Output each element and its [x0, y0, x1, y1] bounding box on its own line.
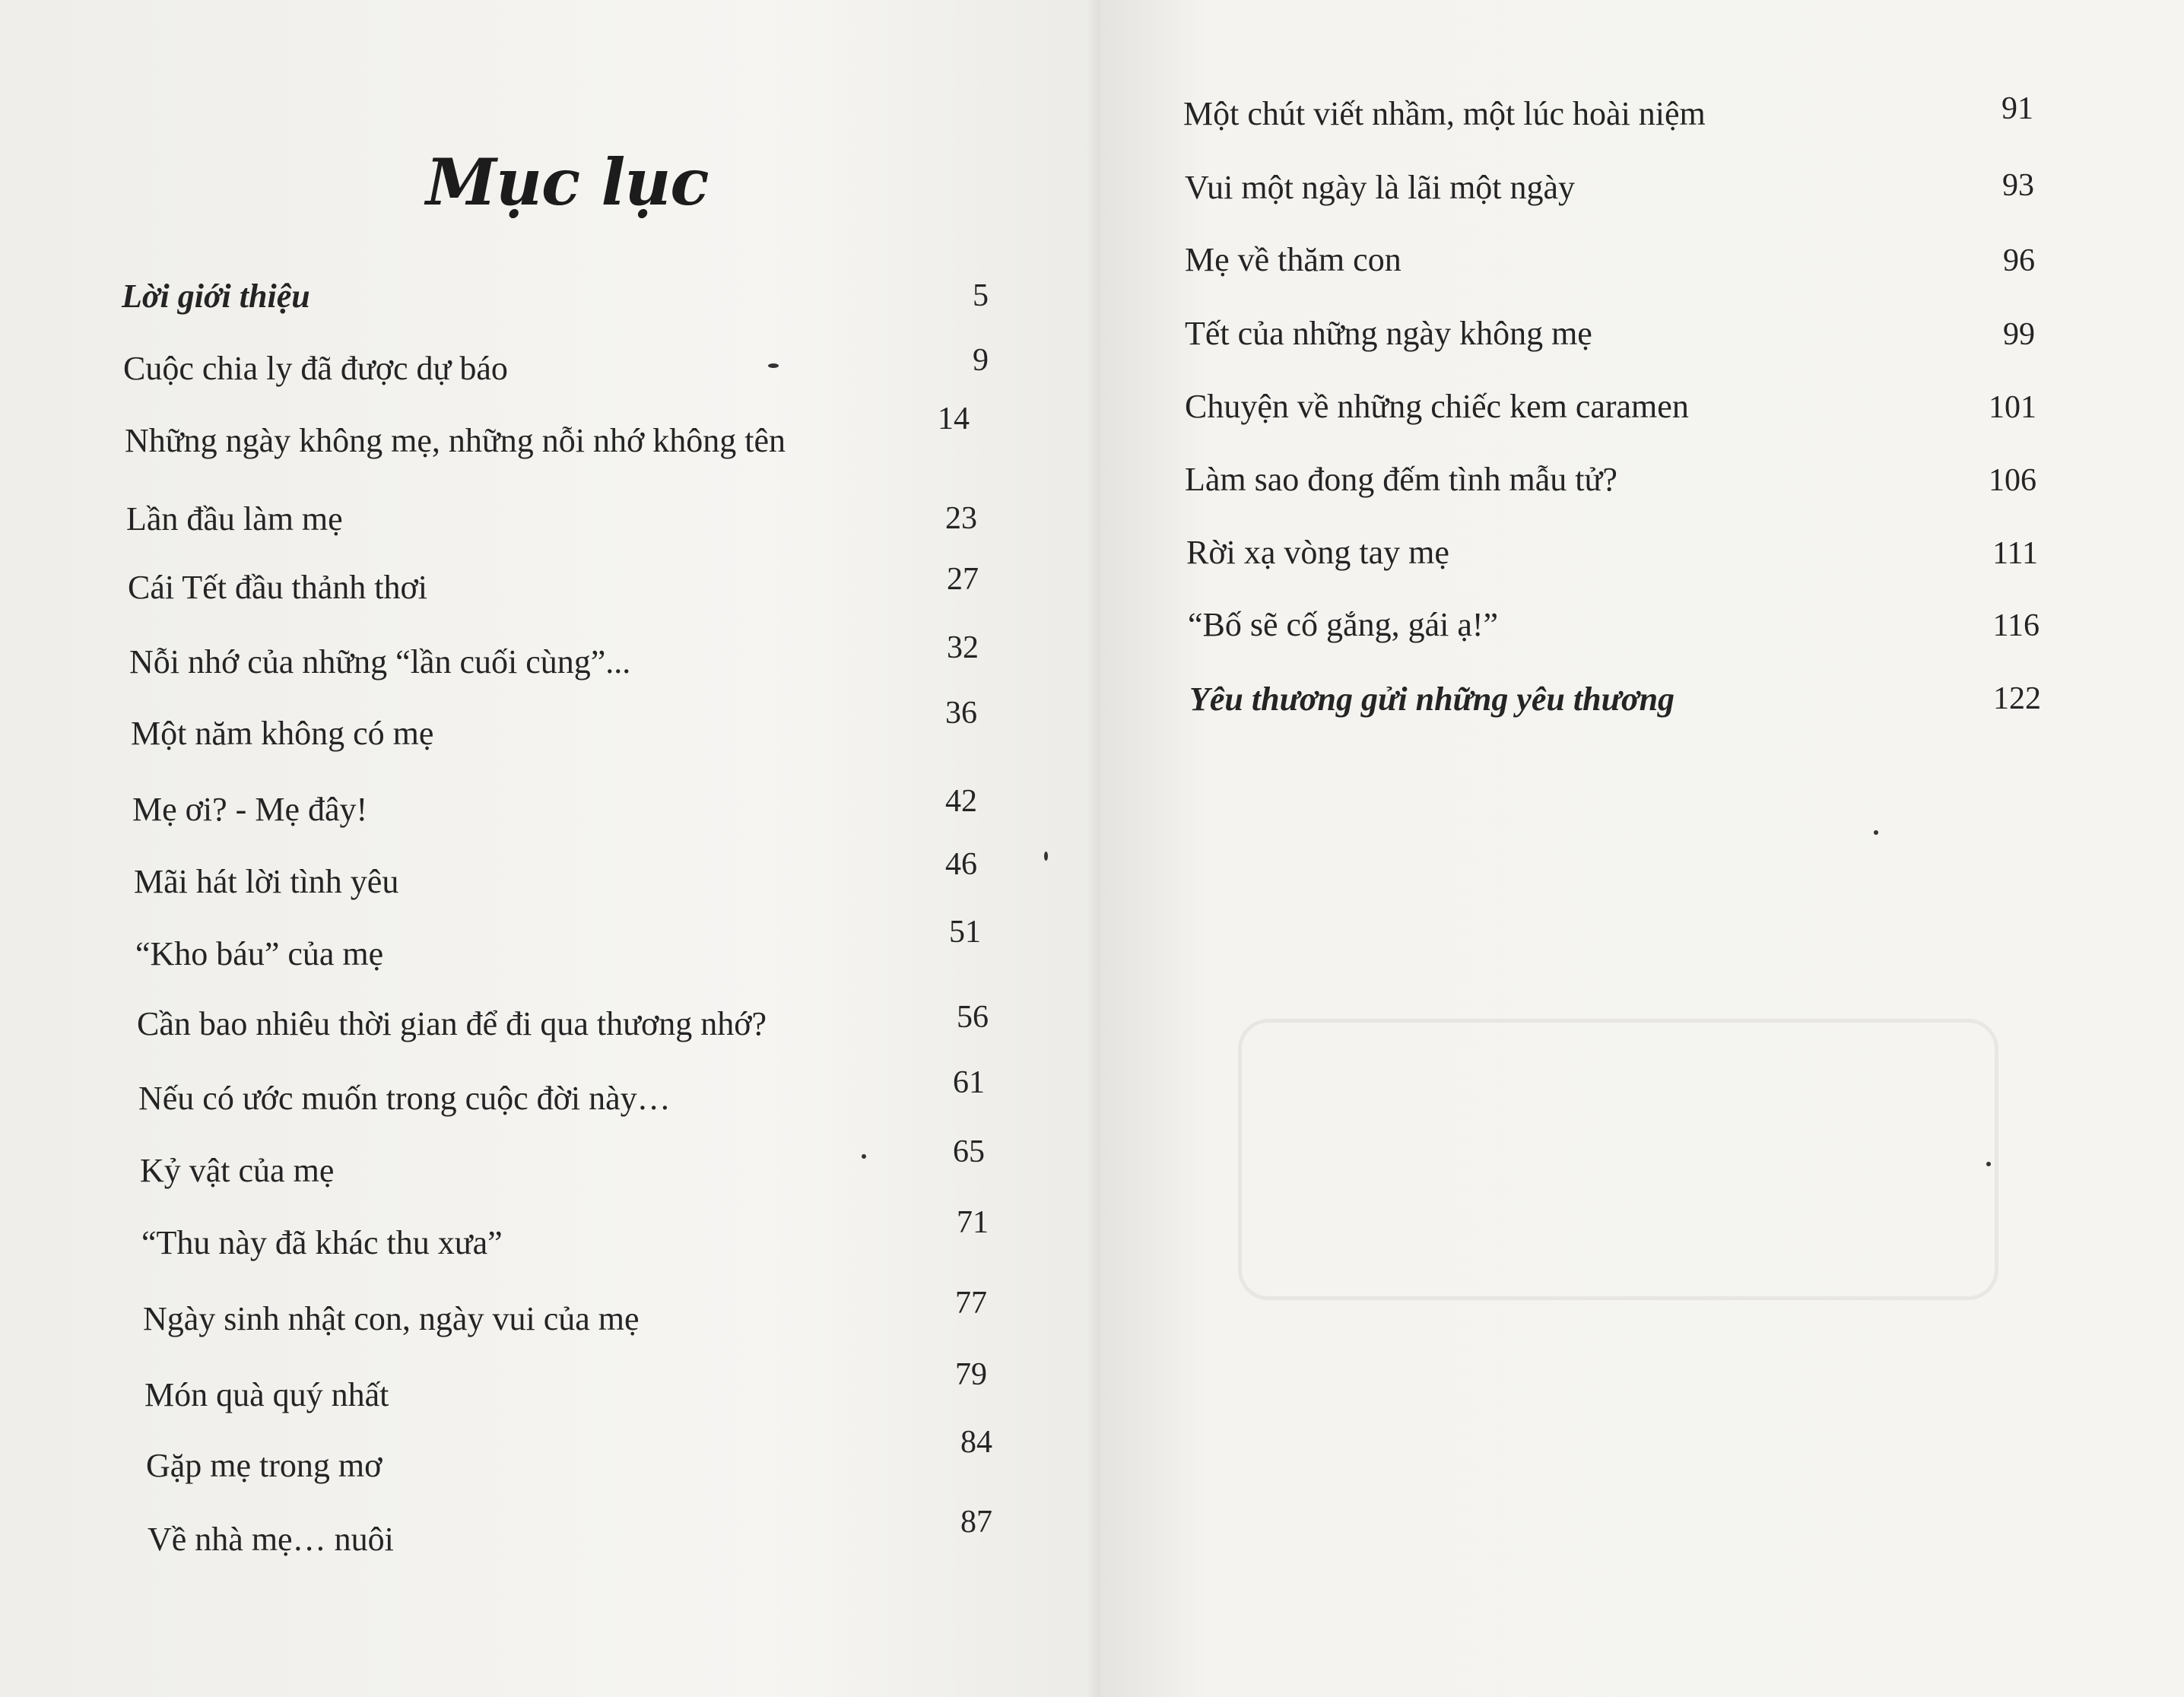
- toc-entry-page-number: 61: [953, 1065, 985, 1100]
- toc-entry[interactable]: [129, 630, 989, 681]
- toc-entry-page-number: 77: [955, 1286, 987, 1321]
- toc-entry-title: Nỗi nhớ của những “lần cuối cùng”...: [129, 643, 631, 680]
- toc-entry-title: Lời giới thiệu: [122, 278, 310, 315]
- toc-entry-title: Gặp mẹ trong mơ: [146, 1447, 383, 1484]
- toc-entry-page-number: 79: [955, 1357, 987, 1392]
- toc-entry-page-number: 71: [957, 1205, 989, 1240]
- toc-entry[interactable]: [122, 270, 1004, 316]
- toc-entry-page-number: 9: [973, 343, 989, 378]
- toc-entry-title: Cái Tết đầu thảnh thơi: [128, 569, 427, 606]
- toc-entry[interactable]: [1185, 233, 2113, 279]
- ink-speck: [1986, 1162, 1991, 1166]
- toc-entry[interactable]: [134, 847, 978, 901]
- toc-entry-page-number: 51: [949, 915, 981, 950]
- toc-entry-page-number: 96: [2003, 243, 2035, 278]
- toc-entry-title: Ngày sinh nhật con, ngày vui của mẹ: [143, 1300, 640, 1337]
- toc-entry-page-number: 84: [960, 1425, 992, 1460]
- toc-entry[interactable]: [125, 401, 999, 460]
- toc-entry[interactable]: [131, 696, 982, 753]
- right-page: [1100, 0, 2184, 1697]
- toc-entry-title: Yêu thương gửi những yêu thương: [1189, 680, 1675, 718]
- toc-entry-title: Chuyện về những chiếc kem caramen: [1185, 388, 1689, 425]
- toc-entry-page-number: 14: [938, 401, 970, 436]
- toc-entry[interactable]: [132, 783, 976, 829]
- toc-title: Mục lục: [426, 144, 709, 220]
- ink-speck: [1044, 852, 1048, 861]
- toc-entry-title: Kỷ vật của mẹ: [140, 1152, 335, 1189]
- toc-entry[interactable]: [146, 1425, 992, 1485]
- toc-entry[interactable]: [141, 1205, 989, 1262]
- toc-entry[interactable]: [1183, 87, 2111, 133]
- toc-entry-page-number: 42: [945, 784, 977, 819]
- ink-speck: [1874, 830, 1878, 835]
- toc-entry[interactable]: [144, 1357, 989, 1414]
- toc-entry-page-number: 116: [1992, 608, 2040, 643]
- toc-entry[interactable]: [128, 561, 979, 607]
- toc-entry-page-number: 99: [2003, 317, 2035, 352]
- toc-entry-title: “Thu này đã khác thu xưa”: [141, 1224, 503, 1261]
- toc-entry[interactable]: [148, 1505, 992, 1559]
- toc-entry-title: Tết của những ngày không mẹ: [1185, 315, 1592, 352]
- toc-entry-page-number: 65: [953, 1134, 985, 1169]
- show-through-box: [1238, 1019, 1998, 1300]
- toc-entry-page-number: 122: [1993, 681, 2041, 716]
- ink-speck: [862, 1154, 866, 1159]
- toc-entry[interactable]: [138, 1065, 985, 1118]
- toc-entry[interactable]: [1189, 673, 2117, 718]
- toc-entry[interactable]: [123, 342, 990, 388]
- toc-entry-page-number: 27: [947, 562, 979, 597]
- toc-entry-page-number: 23: [945, 501, 977, 536]
- toc-entry[interactable]: [1188, 598, 2116, 644]
- toc-entry[interactable]: [1185, 307, 2113, 353]
- toc-entry-title: Những ngày không mẹ, những nỗi nhớ không tên: [125, 422, 786, 459]
- toc-entry-page-number: 46: [945, 847, 977, 882]
- toc-entry-page-number: 56: [957, 1000, 989, 1035]
- toc-entry-title: Vui một ngày là lãi một ngày: [1185, 169, 1576, 206]
- toc-entry[interactable]: [126, 493, 978, 538]
- toc-entry[interactable]: [137, 998, 989, 1043]
- toc-entry-title: Về nhà mẹ… nuôi: [148, 1521, 394, 1558]
- toc-entry-title: Món quà quý nhất: [144, 1376, 389, 1413]
- toc-entry-title: Một năm không có mẹ: [131, 715, 434, 752]
- toc-entry-page-number: 32: [947, 630, 979, 665]
- toc-entry-page-number: 87: [960, 1505, 992, 1540]
- toc-entry[interactable]: [1185, 380, 2113, 426]
- toc-entry-page-number: 111: [1992, 536, 2038, 571]
- toc-entry-title: Làm sao đong đếm tình mẫu tử?: [1185, 461, 1617, 498]
- toc-entry-title: Nếu có ước muốn trong cuộc đời này…: [138, 1080, 671, 1117]
- toc-entry[interactable]: [135, 915, 981, 973]
- toc-entry-title: Cần bao nhiêu thời gian để đi qua thương nhớ?: [137, 1005, 767, 1042]
- toc-entry[interactable]: [1186, 526, 2114, 572]
- toc-entry-page-number: 106: [1989, 463, 2036, 498]
- toc-entry-title: Mẹ về thăm con: [1185, 241, 1402, 278]
- ink-speck: [768, 363, 779, 368]
- toc-entry-title: “Kho báu” của mẹ: [135, 935, 384, 972]
- toc-entry-page-number: 91: [2001, 91, 2033, 126]
- show-through-text: [129, 99, 138, 133]
- toc-entry-page-number: 36: [945, 696, 977, 731]
- toc-entry-title: “Bố sẽ cố gắng, gái ạ!”: [1188, 606, 1499, 643]
- toc-entry[interactable]: [1185, 453, 2113, 499]
- toc-entry-title: Lần đầu làm mẹ: [126, 500, 343, 538]
- toc-entry-title: Rời xạ vòng tay mẹ: [1186, 534, 1449, 571]
- toc-entry-title: Một chút viết nhầm, một lúc hoài niệm: [1183, 95, 1706, 132]
- toc-entry-title: Cuộc chia ly đã được dự báo: [123, 350, 508, 387]
- toc-entry-title: Mẹ ơi? - Mẹ đây!: [132, 791, 368, 828]
- toc-entry-page-number: 101: [1989, 390, 2036, 425]
- toc-entry[interactable]: [1185, 161, 2113, 207]
- toc-entry-page-number: 5: [973, 278, 989, 313]
- toc-entry-title: Mãi hát lời tình yêu: [134, 863, 399, 900]
- toc-entry[interactable]: [140, 1134, 985, 1190]
- toc-entry[interactable]: [143, 1286, 987, 1338]
- toc-entry-page-number: 93: [2002, 168, 2034, 203]
